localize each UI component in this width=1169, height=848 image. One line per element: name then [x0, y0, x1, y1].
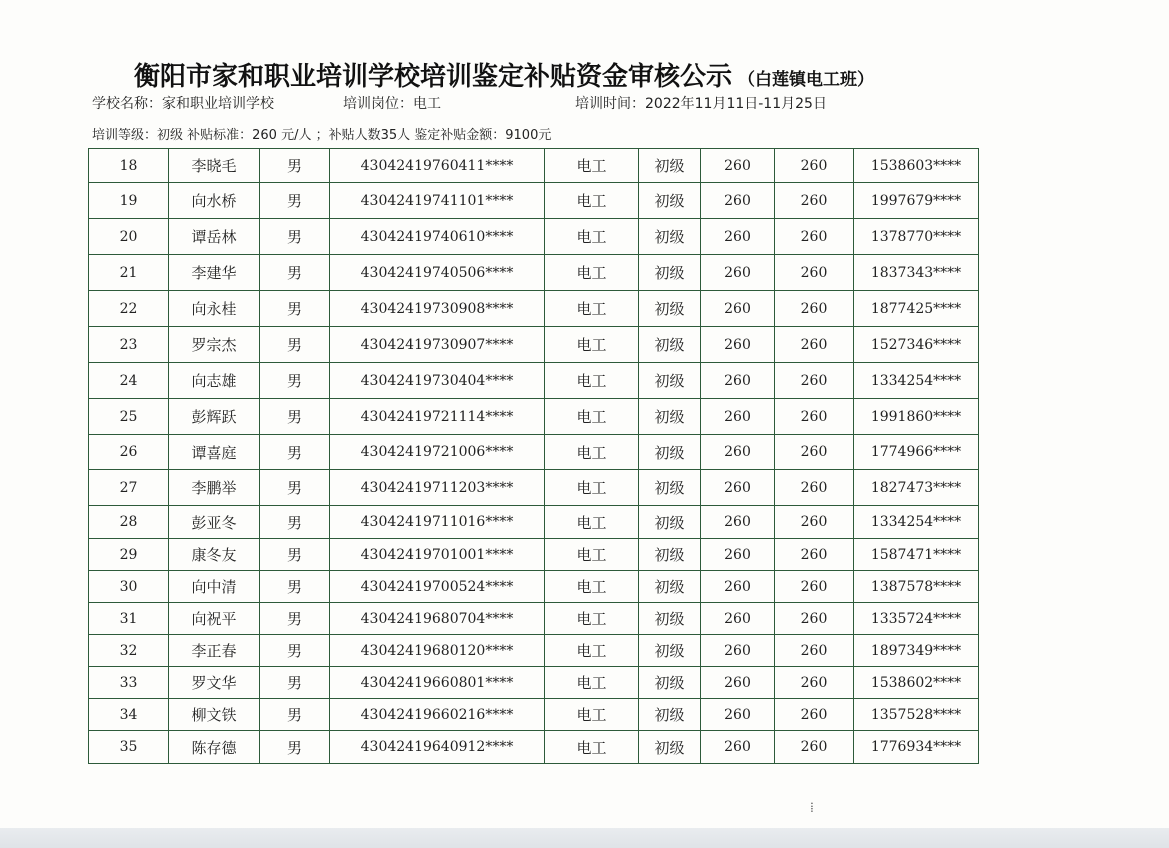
- cell-no: 19: [89, 183, 169, 219]
- cell-id-number: 43042419660216****: [330, 699, 545, 731]
- cell-post: 电工: [545, 539, 639, 571]
- cell-phone: 1827473****: [854, 470, 979, 506]
- cell-name: 彭亚冬: [169, 506, 260, 539]
- cell-no: 29: [89, 539, 169, 571]
- cell-amount: 260: [775, 255, 854, 291]
- cell-level: 初级: [639, 699, 701, 731]
- cell-standard: 260: [701, 667, 775, 699]
- cell-amount: 260: [775, 291, 854, 327]
- cell-standard: 260: [701, 183, 775, 219]
- cell-level: 初级: [639, 327, 701, 363]
- cell-level: 初级: [639, 183, 701, 219]
- cell-no: 26: [89, 435, 169, 470]
- cell-no: 18: [89, 149, 169, 183]
- cell-post: 电工: [545, 731, 639, 764]
- cell-id-number: 43042419740506****: [330, 255, 545, 291]
- cell-phone: 1538602****: [854, 667, 979, 699]
- table-row: [89, 571, 979, 603]
- scan-mark: ⁞: [810, 800, 814, 816]
- cell-id-number: 43042419700524****: [330, 571, 545, 603]
- table-row: [89, 667, 979, 699]
- cell-phone: 1387578****: [854, 571, 979, 603]
- cell-no: 33: [89, 667, 169, 699]
- cell-phone: 1334254****: [854, 506, 979, 539]
- cell-phone: 1357528****: [854, 699, 979, 731]
- cell-no: 20: [89, 219, 169, 255]
- cell-id-number: 43042419711016****: [330, 506, 545, 539]
- cell-post: 电工: [545, 327, 639, 363]
- table-row: [89, 399, 979, 435]
- cell-amount: 260: [775, 603, 854, 635]
- cell-standard: 260: [701, 731, 775, 764]
- cell-name: 罗宗杰: [169, 327, 260, 363]
- cell-id-number: 43042419701001****: [330, 539, 545, 571]
- cell-post: 电工: [545, 435, 639, 470]
- training-time: 培训时间：2022年11月11日-11月25日: [575, 96, 827, 112]
- cell-name: 李正春: [169, 635, 260, 667]
- cell-post: 电工: [545, 506, 639, 539]
- cell-id-number: 43042419660801****: [330, 667, 545, 699]
- cell-id-number: 43042419741101****: [330, 183, 545, 219]
- cell-amount: 260: [775, 731, 854, 764]
- cell-amount: 260: [775, 470, 854, 506]
- cell-phone: 1378770****: [854, 219, 979, 255]
- cell-id-number: 43042419711203****: [330, 470, 545, 506]
- scan-edge: [0, 828, 1169, 848]
- cell-gender: 男: [260, 219, 330, 255]
- cell-name: 彭辉跃: [169, 399, 260, 435]
- cell-id-number: 43042419640912****: [330, 731, 545, 764]
- cell-gender: 男: [260, 539, 330, 571]
- cell-no: 24: [89, 363, 169, 399]
- cell-no: 25: [89, 399, 169, 435]
- cell-post: 电工: [545, 183, 639, 219]
- cell-name: 李晓毛: [169, 149, 260, 183]
- table-row: [89, 327, 979, 363]
- cell-amount: 260: [775, 435, 854, 470]
- cell-post: 电工: [545, 149, 639, 183]
- cell-amount: 260: [775, 149, 854, 183]
- cell-gender: 男: [260, 699, 330, 731]
- table-row: [89, 635, 979, 667]
- table-row: [89, 506, 979, 539]
- cell-phone: 1334254****: [854, 363, 979, 399]
- cell-standard: 260: [701, 470, 775, 506]
- cell-gender: 男: [260, 506, 330, 539]
- cell-standard: 260: [701, 603, 775, 635]
- cell-phone: 1837343****: [854, 255, 979, 291]
- table-row: [89, 603, 979, 635]
- cell-standard: 260: [701, 435, 775, 470]
- cell-standard: 260: [701, 635, 775, 667]
- cell-level: 初级: [639, 363, 701, 399]
- cell-name: 柳文铁: [169, 699, 260, 731]
- cell-name: 谭喜庭: [169, 435, 260, 470]
- cell-id-number: 43042419730404****: [330, 363, 545, 399]
- cell-no: 35: [89, 731, 169, 764]
- cell-level: 初级: [639, 506, 701, 539]
- table-row: [89, 731, 979, 764]
- cell-gender: 男: [260, 149, 330, 183]
- cell-standard: 260: [701, 219, 775, 255]
- cell-name: 向祝平: [169, 603, 260, 635]
- cell-gender: 男: [260, 291, 330, 327]
- cell-phone: 1335724****: [854, 603, 979, 635]
- cell-id-number: 43042419721114****: [330, 399, 545, 435]
- title-row: [134, 56, 874, 93]
- cell-post: 电工: [545, 291, 639, 327]
- cell-id-number: 43042419680120****: [330, 635, 545, 667]
- table-row: [89, 149, 979, 183]
- cell-standard: 260: [701, 539, 775, 571]
- cell-standard: 260: [701, 571, 775, 603]
- cell-phone: 1877425****: [854, 291, 979, 327]
- cell-level: 初级: [639, 571, 701, 603]
- cell-phone: 1997679****: [854, 183, 979, 219]
- cell-level: 初级: [639, 219, 701, 255]
- cell-gender: 男: [260, 363, 330, 399]
- cell-no: 22: [89, 291, 169, 327]
- cell-name: 罗文华: [169, 667, 260, 699]
- cell-no: 31: [89, 603, 169, 635]
- cell-post: 电工: [545, 255, 639, 291]
- cell-no: 32: [89, 635, 169, 667]
- cell-phone: 1897349****: [854, 635, 979, 667]
- cell-level: 初级: [639, 255, 701, 291]
- cell-standard: 260: [701, 363, 775, 399]
- cell-id-number: 43042419730908****: [330, 291, 545, 327]
- cell-standard: 260: [701, 399, 775, 435]
- cell-id-number: 43042419730907****: [330, 327, 545, 363]
- cell-phone: 1538603****: [854, 149, 979, 183]
- cell-gender: 男: [260, 603, 330, 635]
- cell-id-number: 43042419721006****: [330, 435, 545, 470]
- cell-level: 初级: [639, 291, 701, 327]
- cell-name: 康冬友: [169, 539, 260, 571]
- cell-level: 初级: [639, 731, 701, 764]
- page-subtitle: （白莲镇电工班）: [738, 70, 875, 90]
- cell-id-number: 43042419740610****: [330, 219, 545, 255]
- cell-no: 23: [89, 327, 169, 363]
- cell-gender: 男: [260, 635, 330, 667]
- subsidy-info: 培训等级：初级 补贴标准：260 元/人 ；补贴人数35人 鉴定补贴金额：9100元: [92, 128, 552, 143]
- cell-name: 向志雄: [169, 363, 260, 399]
- table-row: [89, 363, 979, 399]
- cell-gender: 男: [260, 435, 330, 470]
- cell-name: 谭岳林: [169, 219, 260, 255]
- cell-gender: 男: [260, 731, 330, 764]
- cell-amount: 260: [775, 539, 854, 571]
- cell-no: 28: [89, 506, 169, 539]
- cell-post: 电工: [545, 470, 639, 506]
- school-name: 学校名称：家和职业培训学校: [92, 96, 274, 112]
- cell-name: 李鹏举: [169, 470, 260, 506]
- cell-post: 电工: [545, 635, 639, 667]
- cell-standard: 260: [701, 327, 775, 363]
- cell-standard: 260: [701, 506, 775, 539]
- cell-level: 初级: [639, 399, 701, 435]
- table-row: [89, 255, 979, 291]
- cell-phone: 1774966****: [854, 435, 979, 470]
- table-row: [89, 291, 979, 327]
- cell-level: 初级: [639, 539, 701, 571]
- cell-gender: 男: [260, 327, 330, 363]
- cell-standard: 260: [701, 255, 775, 291]
- cell-phone: 1587471****: [854, 539, 979, 571]
- cell-name: 向水桥: [169, 183, 260, 219]
- table-row: [89, 539, 979, 571]
- cell-amount: 260: [775, 699, 854, 731]
- cell-amount: 260: [775, 635, 854, 667]
- cell-gender: 男: [260, 399, 330, 435]
- cell-name: 李建华: [169, 255, 260, 291]
- cell-no: 21: [89, 255, 169, 291]
- cell-name: 陈存德: [169, 731, 260, 764]
- table-row: [89, 470, 979, 506]
- cell-amount: 260: [775, 183, 854, 219]
- cell-amount: 260: [775, 399, 854, 435]
- cell-phone: 1527346****: [854, 327, 979, 363]
- cell-id-number: 43042419760411****: [330, 149, 545, 183]
- cell-level: 初级: [639, 470, 701, 506]
- cell-gender: 男: [260, 183, 330, 219]
- cell-standard: 260: [701, 291, 775, 327]
- cell-name: 向中清: [169, 571, 260, 603]
- cell-gender: 男: [260, 255, 330, 291]
- cell-level: 初级: [639, 635, 701, 667]
- cell-post: 电工: [545, 571, 639, 603]
- cell-standard: 260: [701, 699, 775, 731]
- roster-body: [89, 149, 979, 764]
- cell-phone: 1991860****: [854, 399, 979, 435]
- cell-no: 27: [89, 470, 169, 506]
- cell-post: 电工: [545, 219, 639, 255]
- cell-no: 34: [89, 699, 169, 731]
- roster-table: [88, 148, 979, 764]
- cell-amount: 260: [775, 667, 854, 699]
- page-title: 衡阳市家和职业培训学校培训鉴定补贴资金审核公示: [134, 62, 733, 92]
- cell-post: 电工: [545, 363, 639, 399]
- cell-amount: 260: [775, 219, 854, 255]
- cell-level: 初级: [639, 149, 701, 183]
- cell-id-number: 43042419680704****: [330, 603, 545, 635]
- cell-post: 电工: [545, 603, 639, 635]
- cell-amount: 260: [775, 571, 854, 603]
- cell-level: 初级: [639, 435, 701, 470]
- cell-level: 初级: [639, 603, 701, 635]
- cell-gender: 男: [260, 470, 330, 506]
- cell-post: 电工: [545, 667, 639, 699]
- table-row: [89, 699, 979, 731]
- cell-amount: 260: [775, 363, 854, 399]
- cell-post: 电工: [545, 699, 639, 731]
- training-post: 培训岗位：电工: [343, 96, 441, 112]
- cell-level: 初级: [639, 667, 701, 699]
- cell-phone: 1776934****: [854, 731, 979, 764]
- cell-standard: 260: [701, 149, 775, 183]
- cell-no: 30: [89, 571, 169, 603]
- cell-amount: 260: [775, 506, 854, 539]
- cell-name: 向永桂: [169, 291, 260, 327]
- cell-gender: 男: [260, 667, 330, 699]
- cell-amount: 260: [775, 327, 854, 363]
- table-row: [89, 183, 979, 219]
- table-row: [89, 219, 979, 255]
- cell-gender: 男: [260, 571, 330, 603]
- cell-post: 电工: [545, 399, 639, 435]
- table-row: [89, 435, 979, 470]
